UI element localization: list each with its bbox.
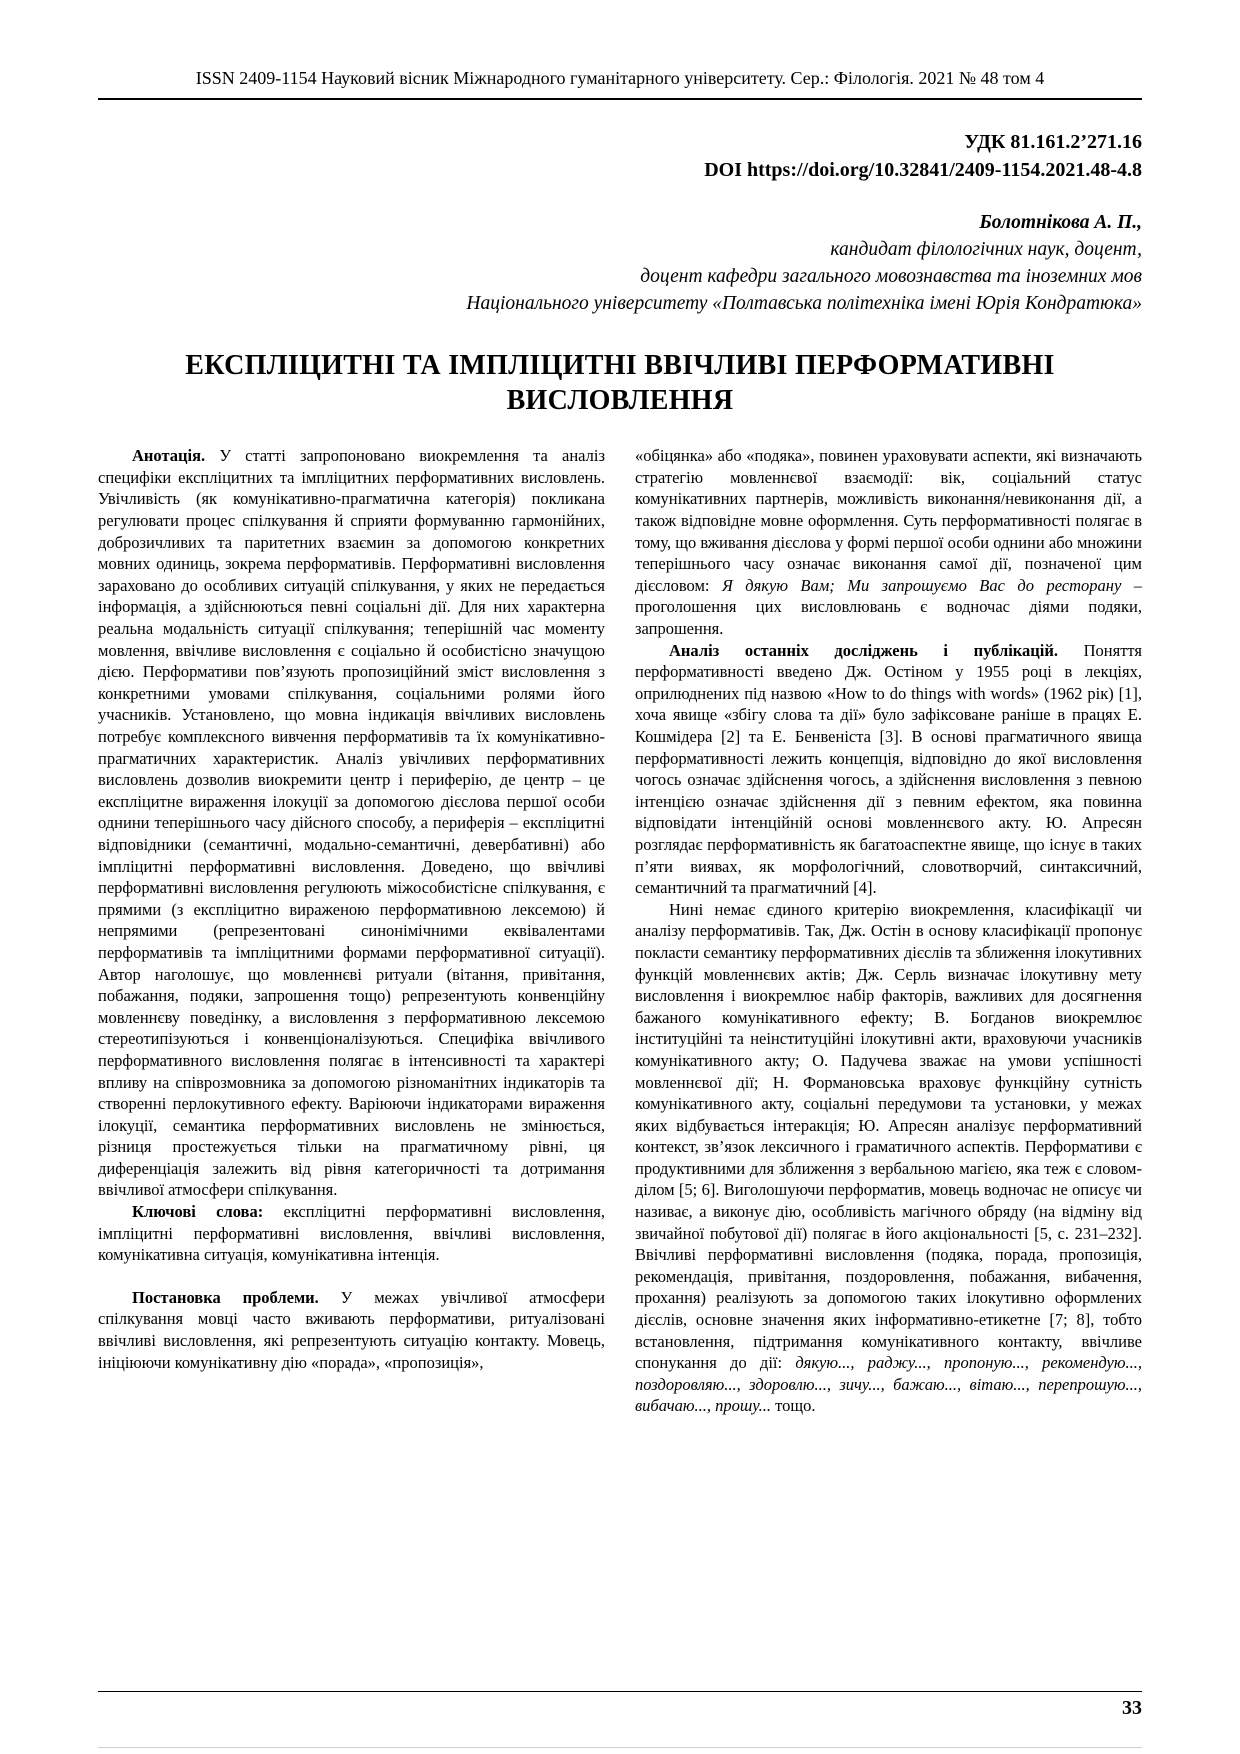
text-run: експліцитні перформативні висловлення, імпліцитні перформативні висловлення, ввічливі висловлення, комунікативна ситуація, комунікативна інтенція. — [98, 1202, 606, 1265]
page-number: 33 — [1122, 1697, 1142, 1719]
article-title: ЕКСПЛІЦИТНІ ТА ІМПЛІЦИТНІ ВВІЧЛИВІ ПЕРФОРМАТИВНІ ВИСЛОВЛЕННЯ — [185, 349, 1055, 417]
udc-line: УДК 81.161.2’271.16 — [964, 131, 1142, 153]
author-affiliation: Національного університету «Полтавська політехніка імені Юрія Кондратюка» — [466, 292, 1142, 314]
author-position: доцент кафедри загального мовознавства та іноземних мов — [640, 265, 1142, 287]
paragraph — [635, 899, 1142, 1417]
text-run: Поняття перформативності введено Дж. Остіном у 1955 році в лекціях, оприлюднених під назвою «How to do things with words» (1962 рік) [1], хоча явище «збігу слова та дії» було зафіксоване раніше в працях Е. Кошмідера [2] та Е. Бенвеніста [3]. В основі прагматичного явища перформативності лежить концепція, відповідно до якої висловлення чогось означає здійснення чогось, а здійснення висловлення з певною інтенцією означає здійснення дії з певним ефектом, яка повинна відповідати інтенційній основі мовленнєвого акту. Ю. Апресян розглядає перформативність як багатоаспектне явище, що існує в таких п’яти виявах, як морфологічний, словотворчий, синтаксичний, семантичний та прагматичний [4]. — [635, 640, 1142, 898]
text-run: У межах увічливої атмосфери спілкування мовці часто вживають перформативи, ритуалізовані ввічливі висловлення, які репрезентують ситуацію контакту. Мовець, ініціюючи комунікативну дію «порада», «пропозиція», — [98, 1287, 605, 1372]
author-degree: кандидат філологічних наук, доцент, — [830, 238, 1142, 260]
author-name: Болотнікова А. П., — [979, 212, 1142, 233]
text-run: Анотація. — [132, 446, 220, 466]
footer-rule — [98, 1691, 1142, 1692]
meta-block — [98, 128, 1142, 184]
article-body — [98, 445, 1142, 1417]
text-run: Я дякую Вам; Ми запрошуємо Вас до ресторану — [721, 575, 1122, 595]
paragraph — [635, 640, 1142, 899]
right-column — [635, 445, 1142, 1417]
paragraph — [635, 445, 1142, 639]
paragraph — [98, 1201, 605, 1266]
text-run: тощо. — [771, 1396, 816, 1416]
left-column — [98, 445, 605, 1417]
paragraph — [98, 1287, 605, 1373]
text-run: – проголошення цих висловлювань є водночас діями подяки, запрошення. — [635, 575, 1142, 639]
text-run: У статті запропоновано виокремлення та аналіз специфіки експліцитних та імпліцитних перформативних висловлень. Увічливість (як комунікативно-прагматична категорія) покликана регулювати процес спілкування й сприяти формуванню гармонійних, доброзичливих та паритетних взаємин за допомогою конкретних мовних одиниць, зокрема перформативів. Перформативні висловлення зараховано до особливих ситуацій спілкування, у яких не передається інформація, а здійснюються певні соціальні дії. Для них характерна реальна модальність ситуації спілкування; теперішній час моменту мовлення, ввічливе висловлення є соціально й особистісно значущою дією. Перформативи пов’язують пропозиційний зміст висловлення з конкретними умовами спілкування, соціальними ролями його учасників. Установлено, що мовна індикація ввічливих висловлень потребує комплексного вивчення перформативів та їх комунікативно-прагматичних характеристик. Аналіз увічливих перформативних висловлень дозволив виокремити центр і периферію, де центр – це експліцитне вираження ілокуції за допомогою дієслова першої особи однини теперішнього часу дійсного способу, а периферія – експліцитні відповідники (семантичні, модально-семантичні, девербативні) або імпліцитні перформативні висловлення. Доведено, що ввічливі перформативні висловлення регулюють міжособистісне спілкування, є прямими (з експліцитно вираженою перформативною лексемою) й непрямими (репрезентовані синонімічними еквівалентами перформативів та імпліцитними формами перформативної ситуації). Автор наголошує, що мовленнєві ритуали (вітання, привітання, побажання, подяки, запрошення тощо) репрезентують конвенційну мовленнєву поведінку, а висловлення з перформативною лексемою стереотипізуються і конвенціоналізуються. Специфіка ввічливого перформативного висловлення полягає в інтенсивності та характері впливу на співрозмовника за допомогою різноманітних індикаторів та створенні перлокутивного ефекту. Варіюючи індикаторами вираження ілокуції, семантика перформативних висловлень не змінюється, різниця простежується тільки на прагматичному рівні, ця диференціація залежить від рівня категоричності та дотримання ввічливої атмосфери спілкування. — [98, 446, 605, 1200]
text-run: Аналіз останніх досліджень і публікацій. — [669, 640, 1084, 660]
page-footer — [98, 1691, 1142, 1720]
journal-line: ISSN 2409-1154 Науковий вісник Міжнародного гуманітарного університету. Сер.: Філологія. 2021 № 48 том 4 — [195, 68, 1045, 88]
text-run: «обіцянка» або «подяка», повинен ураховувати аспекти, які визначають стратегію мовленнєвої взаємодії: вік, соціальний статус комунікативних партнерів, можливість виконання/невиконання дії, а також відповідне мовне оформлення. Суть перформативності полягає в тому, що вживання дієслова у формі першої особи однини або множини теперішнього часу означає виконання самої дії, позначеної цим дієсловом: — [635, 446, 1142, 595]
text-run: дякую..., раджу..., пропоную..., рекомендую..., поздоровляю..., здоровлю..., зичу..., бажаю..., вітаю..., перепрошую..., вибачаю..., прошу... — [635, 1353, 1142, 1416]
header-rule — [98, 98, 1142, 100]
text-run: Ключові слова: — [132, 1202, 284, 1222]
paragraph — [98, 445, 605, 1201]
author-block — [98, 210, 1142, 318]
text-run: Нині немає єдиного критерію виокремлення, класифікації чи аналізу перформативів. Так, Дж. Остін в основу класифікації пропонує покласти семантику перформативних дієслів та зближення ілокутивних функцій мовленнєвих актів; Дж. Серль визначає ілокутивну мету висловлення і виокремлює набір факторів, важливих для досягнення бажаного комунікативного ефекту; В. Богданов виокремлює інституційні та неінституційні ілокутивні акти, враховуючи учасників комунікативного акту; О. Падучева зважає на умови успішності мовленнєвої дії; Н. Формановська враховує функційну сутність комунікативного акту, соціальні передумови та установки, у межах яких відбувається інтеракція; Ю. Апресян аналізує перформативний контекст, зв’язок лексичного і граматичного аспектів. Перформативи є продуктивними для зближення з вербальною магією, яка теж є словом-ділом [5; 6]. Виголошуючи перформатив, мовець водночас не описує чи називає, а виконує дію, особливість магічного обряду (на відміну від звичайної побутової дії) полягає в його акціональності [5, с. 231–232]. Ввічливі перформативні висловлення (подяка, порада, пропозиція, рекомендація, привітання, поздоровлення, побажання, вибачення, прохання) реалізують за допомогою таких ілокутивно оформлених дієслів, основне значення яких інформативно-етикетне [7; 8], тобто встановлення, підтримання комунікативного контакту, ввічливе спонукання до дії: — [635, 899, 1142, 1373]
text-run: Постановка проблеми. — [132, 1287, 341, 1307]
running-head — [98, 68, 1142, 100]
page-bottom-edge — [98, 1747, 1142, 1748]
doi-line: DOI https://doi.org/10.32841/2409-1154.2021.48-4.8 — [704, 159, 1142, 181]
